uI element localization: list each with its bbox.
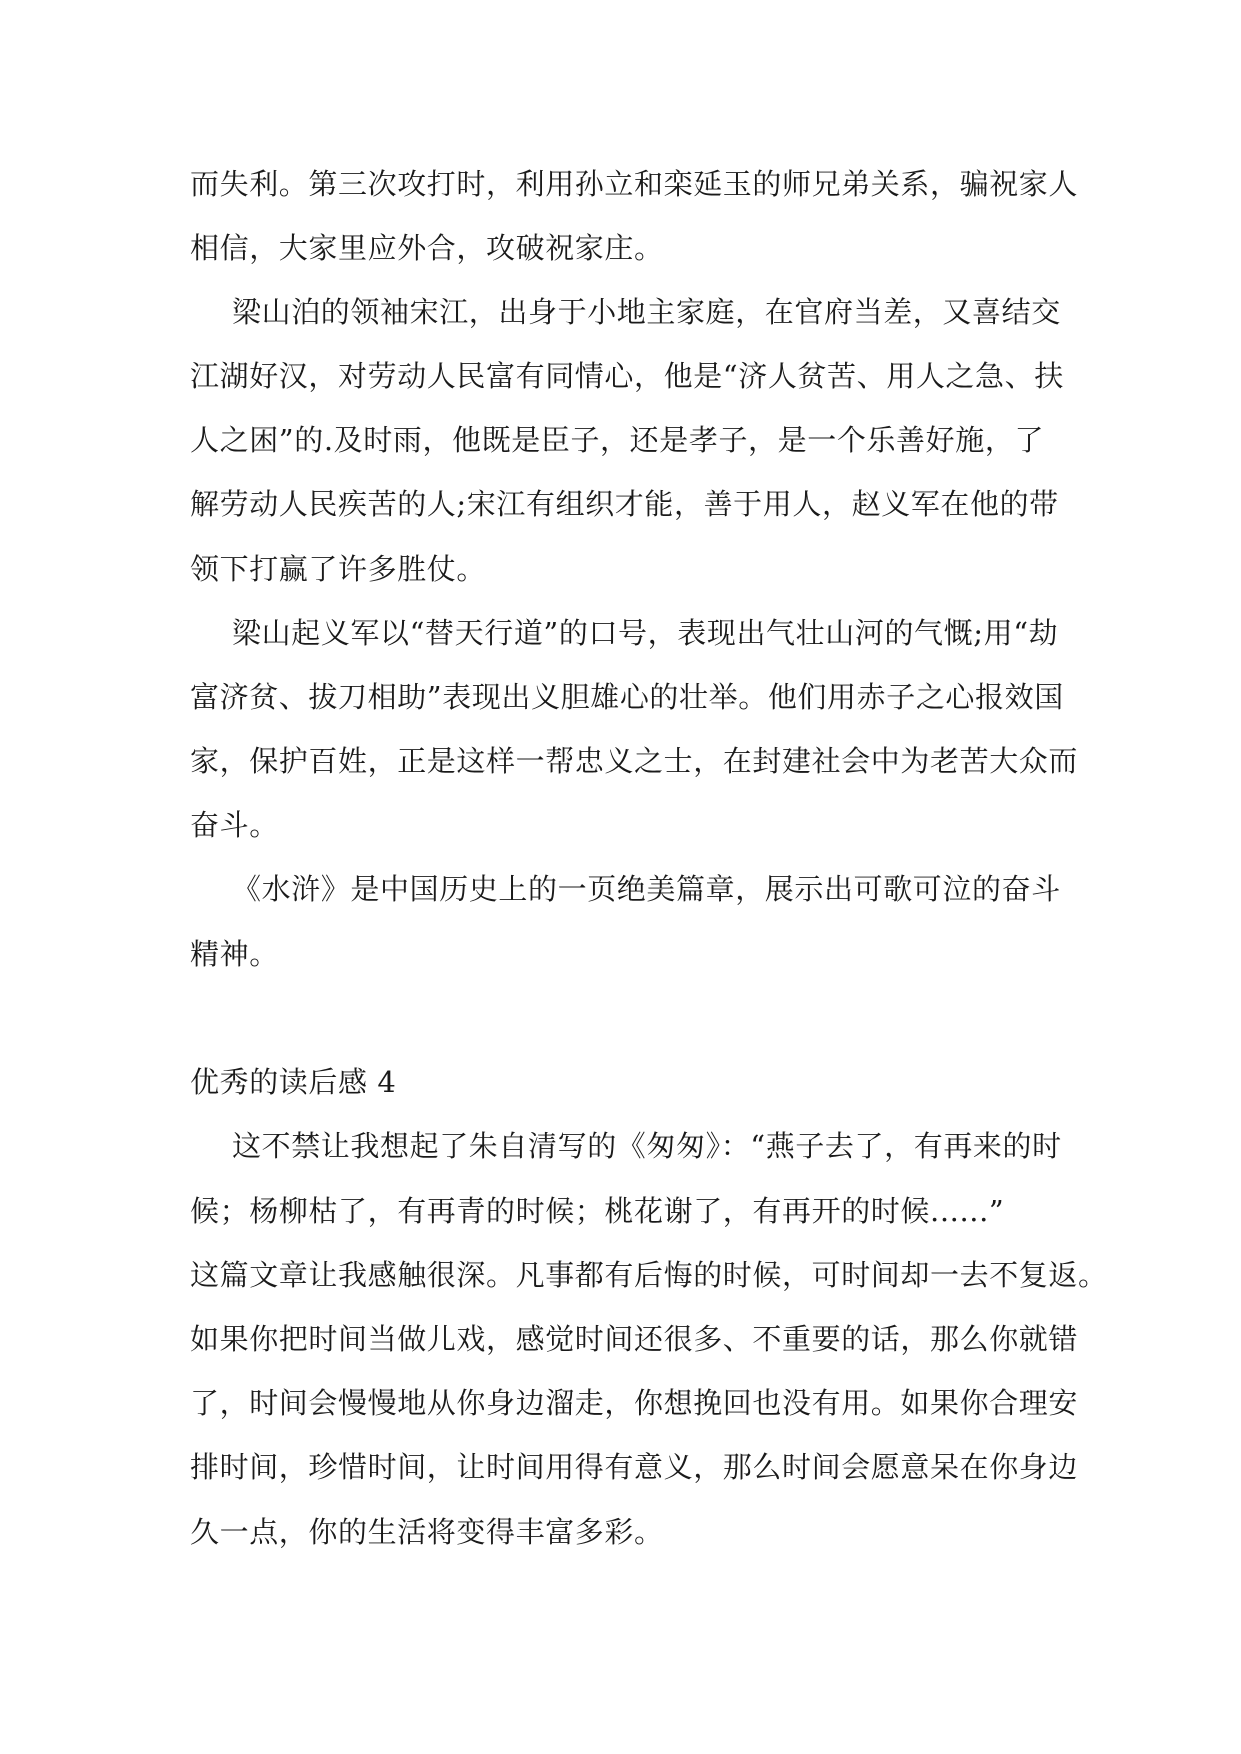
text-line: 领下打赢了许多胜仗。	[190, 552, 487, 586]
text-line: 了，时间会慢慢地从你身边溜走，你想挽回也没有用。如果你合理安	[190, 1386, 1079, 1420]
text-line: 如果你把时间当做儿戏，感觉时间还很多、不重要的话，那么你就错	[190, 1322, 1079, 1356]
text-line: 精神。	[190, 937, 279, 971]
text-line: 人之困”的.及时雨，他既是臣子，还是孝子，是一个乐善好施，了	[190, 423, 1045, 457]
paragraph-first-line: 这不禁让我想起了朱自清写的《匆匆》：“燕子去了，有再来的时	[232, 1129, 1062, 1163]
paragraph-first-line: 《水浒》是中国历史上的一页绝美篇章，展示出可歌可泣的奋斗	[232, 872, 1061, 906]
text-line: 奋斗。	[190, 808, 279, 842]
section-heading: 优秀的读后感 4	[190, 1065, 397, 1099]
text-line: 而失利。第三次攻打时，利用孙立和栾延玉的师兄弟关系，骗祝家人	[190, 167, 1079, 201]
text-line: 相信，大家里应外合，攻破祝家庄。	[190, 231, 664, 265]
text-line: 解劳动人民疾苦的人;宋江有组织才能，善于用人，赵义军在他的带	[190, 487, 1059, 521]
text-line: 家，保护百姓，正是这样一帮忠义之士，在封建社会中为老苦大众而	[190, 744, 1079, 778]
text-line: 江湖好汉，对劳动人民富有同情心，他是“济人贫苦、用人之急、扶	[190, 359, 1064, 393]
text-line: 排时间，珍惜时间，让时间用得有意义，那么时间会愿意呆在你身边	[190, 1450, 1079, 1484]
paragraph-first-line: 梁山起义军以“替天行道”的口号，表现出气壮山河的气慨;用“劫	[232, 616, 1059, 650]
text-line: 富济贫、拔刀相助”表现出义胆雄心的壮举。他们用赤子之心报效国	[190, 680, 1064, 714]
text-line: 久一点，你的生活将变得丰富多彩。	[190, 1515, 664, 1549]
text-line: 这篇文章让我感触很深。凡事都有后悔的时候，可时间却一去不复返。	[190, 1258, 1108, 1292]
paragraph-first-line: 梁山泊的领袖宋江，出身于小地主家庭，在官府当差，又喜结交	[232, 295, 1061, 329]
text-line: 候；杨柳枯了，有再青的时候；桃花谢了，有再开的时候......”	[190, 1194, 1005, 1228]
